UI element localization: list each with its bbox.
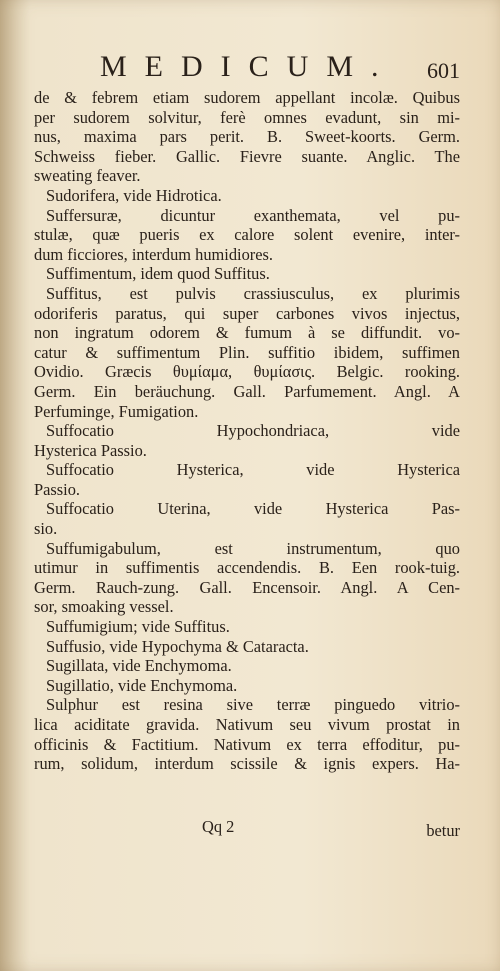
text-line: Ovidio. Græcis θυμίαμα, θυμίασις. Belgic. rooking. — [34, 362, 460, 382]
text-line: catur & suffimentum Plin. suffitio ibidem, suffimen — [34, 342, 460, 362]
entry-line: Suffocatio Uterina, vide Hysterica Pas- — [46, 499, 460, 519]
entry-line: Suffocatio Hypochondriaca, vide — [46, 421, 460, 441]
entry-line: Suffersuræ, dicuntur exanthemata, vel pu- — [46, 205, 460, 225]
entry-line: Suffumigium; vide Suffitus. — [46, 617, 230, 637]
text-line: Passio. — [34, 479, 80, 499]
text-line: sweating feaver. — [34, 166, 141, 186]
text-line: Perfuminge, Fumigation. — [34, 401, 199, 421]
running-head: MEDICUM. — [100, 50, 397, 83]
page-footer — [34, 817, 460, 839]
entry-line: Sulphur est resina sive terræ pinguedo vitrio- — [46, 695, 460, 715]
text-line: de & febrem etiam sudorem appellant incolæ. Quibus — [34, 88, 460, 107]
entry-line: Suffusio, vide Hypochyma & Cataracta. — [46, 636, 309, 656]
text-line: odoriferis paratus, qui super carbones vivos injectus, — [34, 303, 460, 323]
catchword: betur — [426, 821, 460, 840]
page-header — [0, 50, 500, 88]
text-line: utimur in suffimentis accendendis. B. Een rook-tuig. — [34, 558, 460, 578]
text-line: Germ. Ein beräuchung. Gall. Parfumement. Angl. A — [34, 381, 460, 401]
text-line: sor, smoaking vessel. — [34, 597, 174, 617]
body-text — [34, 88, 460, 774]
text-line: nus, maxima pars perit. B. Sweet-koorts. Germ. — [34, 127, 460, 147]
text-line: rum, solidum, interdum scissile & ignis expers. Ha- — [34, 754, 460, 774]
page-number: 601 — [427, 58, 460, 83]
text-line: officinis & Factitium. Nativum ex terra effoditur, pu- — [34, 734, 460, 754]
entry-line: Sugillatio, vide Enchymoma. — [46, 675, 238, 695]
text-line: dum ficciores, interdum humidiores. — [34, 244, 273, 264]
entry-line: Suffumigabulum, est instrumentum, quo — [46, 538, 460, 558]
entry-line: Suffimentum, idem quod Suffitus. — [46, 264, 270, 284]
text-line: lica aciditate gravida. Nativum seu vivum prostat in — [34, 715, 460, 734]
text-line: non ingratum odorem & fumum à se diffundit. vo- — [34, 323, 460, 343]
text-line: per sudorem solvitur, ferè omnes evadunt, sin mi- — [34, 107, 460, 127]
entry-line: Suffitus, est pulvis crassiusculus, ex plurimis — [46, 283, 460, 303]
entry-line: Suffocatio Hysterica, vide Hysterica — [46, 460, 460, 480]
text-line: Germ. Rauch-zung. Gall. Encensoir. Angl. A Cen- — [34, 577, 460, 597]
text-line: sio. — [34, 519, 58, 539]
signature-mark: Qq 2 — [202, 817, 235, 836]
entry-line: Sugillata, vide Enchymoma. — [46, 656, 232, 676]
text-line: Schweiss fieber. Gallic. Fievre suante. Anglic. The — [34, 146, 460, 166]
text-line: stulæ, quæ pueris ex calore solent evenire, inter- — [34, 225, 460, 245]
entry-line: Sudorifera, vide Hidrotica. — [46, 185, 222, 205]
text-line: Hysterica Passio. — [34, 440, 147, 460]
